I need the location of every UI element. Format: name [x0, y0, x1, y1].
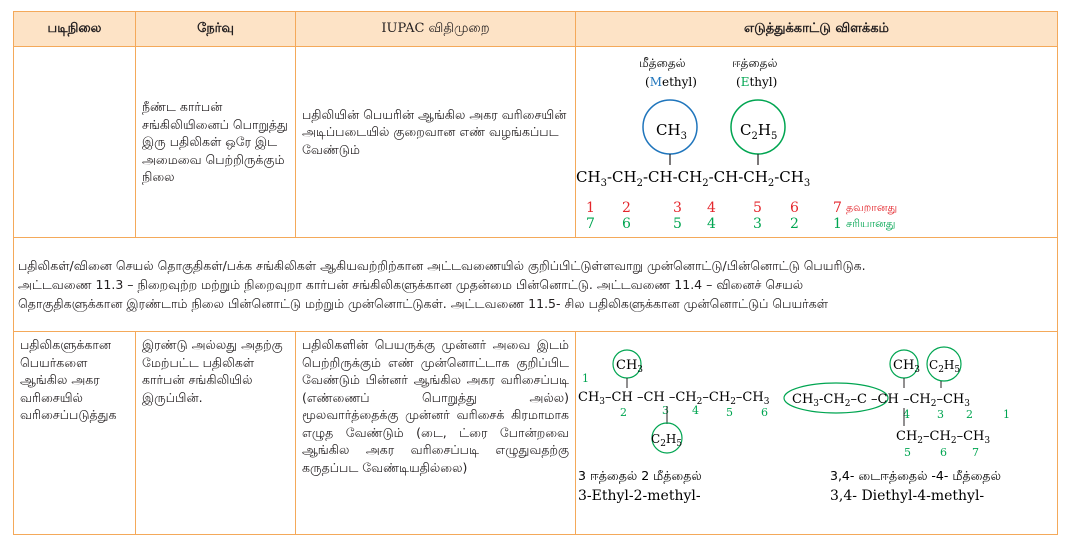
- right-number: 5: [673, 216, 682, 232]
- svg-text:4: 4: [692, 404, 699, 417]
- methyl-en-label: (Methyl): [645, 75, 697, 89]
- row1-case: நீண்ட கார்பன் சங்கிலியினைப் பொறுத்து இரு பதிலிகள் ஒரே இட அமைவை பெற்றிருக்கும் நிலை: [142, 99, 288, 185]
- wrong-numbering: [586, 200, 897, 216]
- header-case: நேர்வு: [136, 12, 296, 47]
- left-chain: $CH_3-CH$ –CH $-CH_2-CH_2-CH_3$: [578, 390, 770, 407]
- svg-text:4: 4: [903, 408, 910, 421]
- right-number: 7: [586, 216, 595, 232]
- svg-text:2: 2: [966, 408, 973, 421]
- row1-step: [14, 47, 136, 238]
- right-numbering: [586, 216, 895, 232]
- svg-text:C2H5: $C_2H_5$: [651, 432, 683, 449]
- svg-text:CH2–CH2–CH3: $CH_2-CH_2-CH_3$: [896, 429, 991, 446]
- row2-note: [14, 238, 1058, 332]
- wrong-number: 3: [673, 200, 682, 216]
- right-label: சரியானது: [846, 217, 896, 230]
- right-number: 2: [790, 216, 799, 232]
- svg-text:1: 1: [1003, 408, 1010, 421]
- table-row: [14, 238, 1058, 332]
- chain-numbering-diagram: [576, 47, 1056, 233]
- right-number: 4: [707, 216, 716, 232]
- row2-line1: பதிலிகள்/வினை செயல் தொகுதிகள்/பக்க சங்கிலிகள் ஆகியவற்றிற்கான அட்டவணையில் குறிப்பிட்டுள்ளவாறு முன்னொட்டு/பின்னொட்டு பெயரிடுக.: [18, 258, 866, 273]
- ch3-substituent: $CH_3$: [656, 121, 687, 142]
- c2h5-substituent: $C_2H_5$: [740, 121, 778, 142]
- methyl-tamil-label: மீத்தைல்: [639, 56, 686, 70]
- iupac-rules-table: [13, 11, 1058, 535]
- svg-text:6: 6: [761, 406, 768, 419]
- wrong-label: தவறானது: [846, 201, 898, 214]
- alphabetical-order-diagrams: [576, 332, 1056, 530]
- svg-text:2: 2: [620, 406, 627, 419]
- right-number: 3: [753, 216, 762, 232]
- example1-english-name: 3-Ethyl-2-methyl-: [578, 488, 701, 504]
- example1-tamil-name: 3 ஈத்தைல் 2 மீத்தைல்: [578, 468, 702, 483]
- right-number: 1: [833, 216, 842, 232]
- ethyl-en-label: (Ethyl): [736, 75, 778, 89]
- svg-text:6: 6: [940, 446, 947, 459]
- row3-case: இரண்டு அல்லது அதற்கு மேற்பட்ட பதிலிகள் கார்பன் சங்கிலியில் இருப்பின்.: [142, 337, 283, 405]
- wrong-number: 5: [753, 200, 762, 216]
- wrong-number: 1: [586, 200, 595, 216]
- header-rule: IUPAC விதிமுறை: [296, 12, 576, 47]
- svg-text:5: 5: [904, 446, 911, 459]
- svg-text:CH3: $CH_3$: [616, 358, 644, 375]
- wrong-number: 6: [790, 200, 799, 216]
- svg-text:CH3: $CH_3$: [893, 358, 921, 375]
- example2-tamil-name: 3,4- டைஈத்தைல் -4- மீத்தைல்: [830, 468, 1001, 483]
- wrong-number: 7: [833, 200, 842, 216]
- row1-example: [576, 47, 1058, 238]
- row3-example: [576, 332, 1058, 535]
- row3-rule: பதிலிகளின் பெயருக்கு முன்னர் அவை இடம் பெற்றிருக்கும் எண் முன்னொட்டாக குறிப்பிட வேண்டும் பின்னர் ஆங்கில அகர வரிசைப்படி (எண்ணைப் பொறுத்து அல்ல) மூலவார்த்தைக்கு முன்னர் வரிசைக் கிரமாமாக எழுத வேண்டும் (டை, ட்ரை போன்றவை ஆங்கில அகர வரிசைப்படி எழுதுவதற்கு கருதப்பட வேண்டியதில்லை): [302, 337, 569, 475]
- header-example: எடுத்துக்காட்டு விளக்கம்: [576, 12, 1058, 47]
- ethyl-tamil-label: ஈத்தைல்: [732, 56, 778, 70]
- main-chain: $CH_3-CH_2-CH-CH_2-CH-CH_2-CH_3$: [576, 168, 811, 189]
- svg-text:1: 1: [582, 372, 589, 385]
- right-chain: $CH_3-CH_2-C$ –CH $-CH_2-CH_3$: [792, 392, 970, 409]
- row2-line3: தொகுதிகளுக்கான இரண்டாம் நிலை பின்னொட்டு மற்றும் முன்னொட்டுகள். அட்டவணை 11.5- சில பதிலிகளுக்கான முன்னொட்டுப் பெயர்கள்: [18, 296, 828, 311]
- svg-text:C2H5: $C_2H_5$: [929, 358, 961, 375]
- wrong-number: 4: [707, 200, 716, 216]
- row2-line2: அட்டவணை 11.3 – நிறைவுற்ற மற்றும் நிறைவுறா கார்பன் சங்கிலிகளுக்கான முதன்மை பின்னொட்டு. அட்டவணை 11.4 – வினைச் செயல்: [18, 277, 804, 292]
- svg-text:7: 7: [972, 446, 979, 459]
- svg-text:5: 5: [726, 406, 733, 419]
- header-row: [14, 12, 1058, 47]
- right-number: 6: [622, 216, 631, 232]
- wrong-number: 2: [622, 200, 631, 216]
- row1-rule: பதிலியின் பெயரின் ஆங்கில அகர வரிசையின் அடிப்படையில் குறைவான எண் வழங்கப்பட வேண்டும்: [302, 106, 567, 157]
- example2-english-name: 3,4- Diethyl-4-methyl-: [830, 488, 985, 504]
- header-step: படிநிலை: [14, 12, 136, 47]
- row3-step: பதிலிகளுக்கான பெயர்களை ஆங்கில அகர வரிசையில் வரிசைப்படுத்துக: [20, 337, 117, 422]
- table-row: [14, 47, 1058, 238]
- svg-text:3: 3: [937, 408, 944, 421]
- table-row: [14, 332, 1058, 535]
- svg-text:3: 3: [662, 404, 669, 417]
